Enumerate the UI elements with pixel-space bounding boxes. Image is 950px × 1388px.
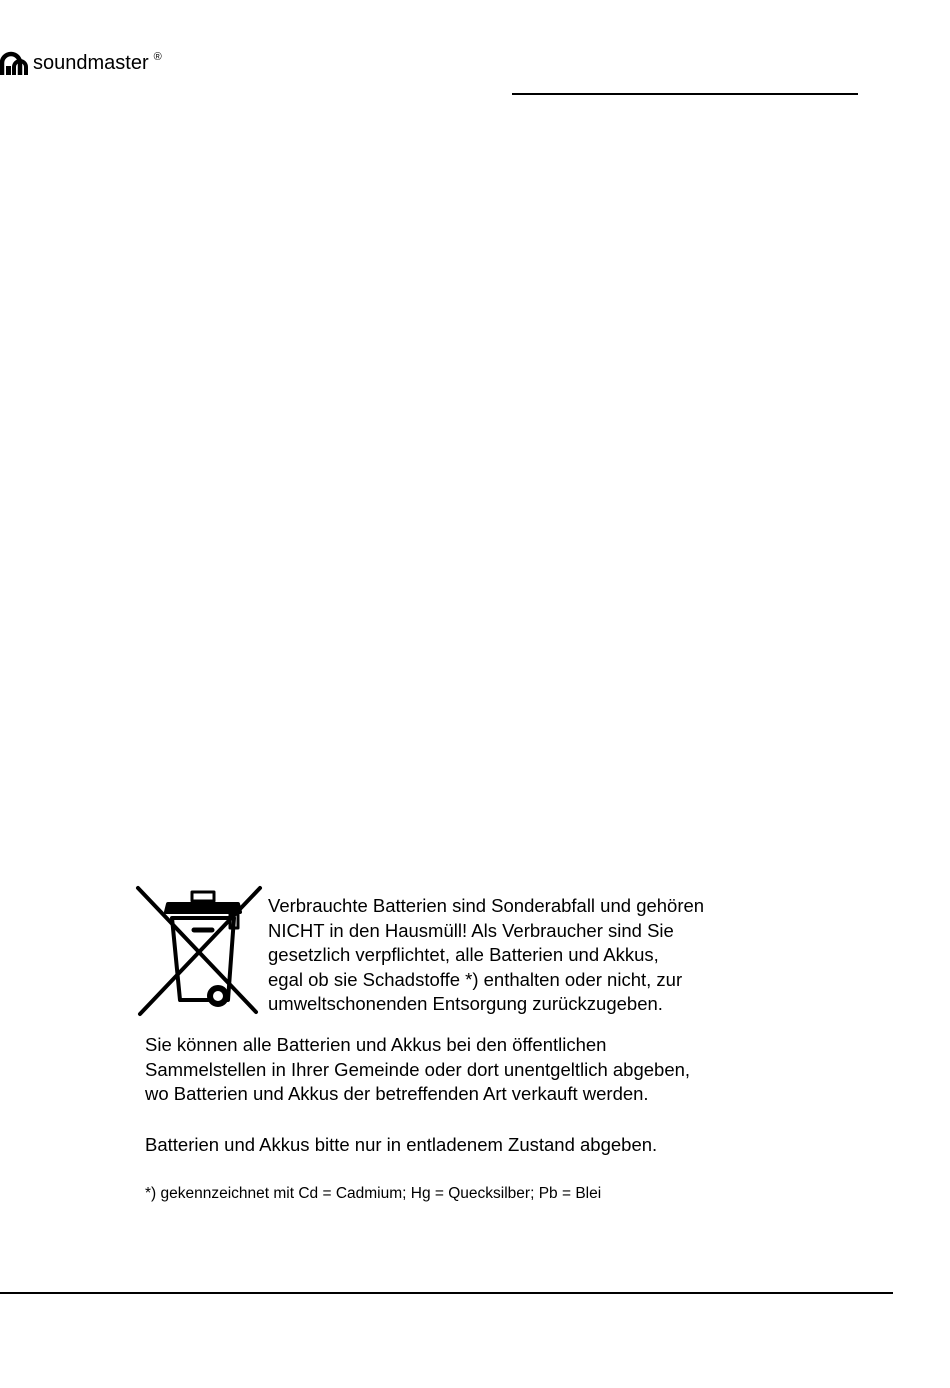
crossed-out-wheelie-bin-icon <box>134 884 264 1020</box>
hazardous-substances-footnote: *) gekennzeichnet mit Cd = Cadmium; Hg = Quecksilber; Pb = Blei <box>145 1185 602 1202</box>
soundmaster-logo-icon <box>0 48 30 78</box>
registered-mark: ® <box>153 51 162 63</box>
intro-line-2-rest: ! Als Verbraucher sind Sie <box>461 919 674 941</box>
footer-rule <box>0 1292 893 1294</box>
intro-line-2-bold: NICHT in den Hausmüll <box>268 919 462 941</box>
brand-logo <box>0 46 162 80</box>
intro-line-3: gesetzlich verpflichtet, alle Batterien und Akkus, <box>268 944 659 965</box>
collection-line-2: Sammelstellen in Ihrer Gemeinde oder dort unentgeltlich abgeben, <box>145 1058 691 1080</box>
collection-points-paragraph <box>145 1033 690 1107</box>
brand-name: soundmaster <box>33 51 149 74</box>
intro-line-4: egal ob sie Schadstoffe *) enthalten oder nicht, zur <box>268 968 683 990</box>
disposal-notice-intro <box>268 894 704 1017</box>
intro-line-5: umweltschonenden Entsorgung zurückzugeben. <box>268 993 663 1014</box>
header-rule <box>512 93 858 95</box>
intro-line-1: Verbrauchte Batterien sind Sonderabfall und gehören <box>268 895 705 916</box>
collection-line-1: Sie können alle Batterien und Akkus bei den öffentlichen <box>145 1034 607 1055</box>
discharged-state-note: Batterien und Akkus bitte nur in entladenem Zustand abgeben. <box>145 1134 658 1155</box>
collection-line-3: wo Batterien und Akkus der betreffenden Art verkauft werden. <box>145 1083 649 1104</box>
